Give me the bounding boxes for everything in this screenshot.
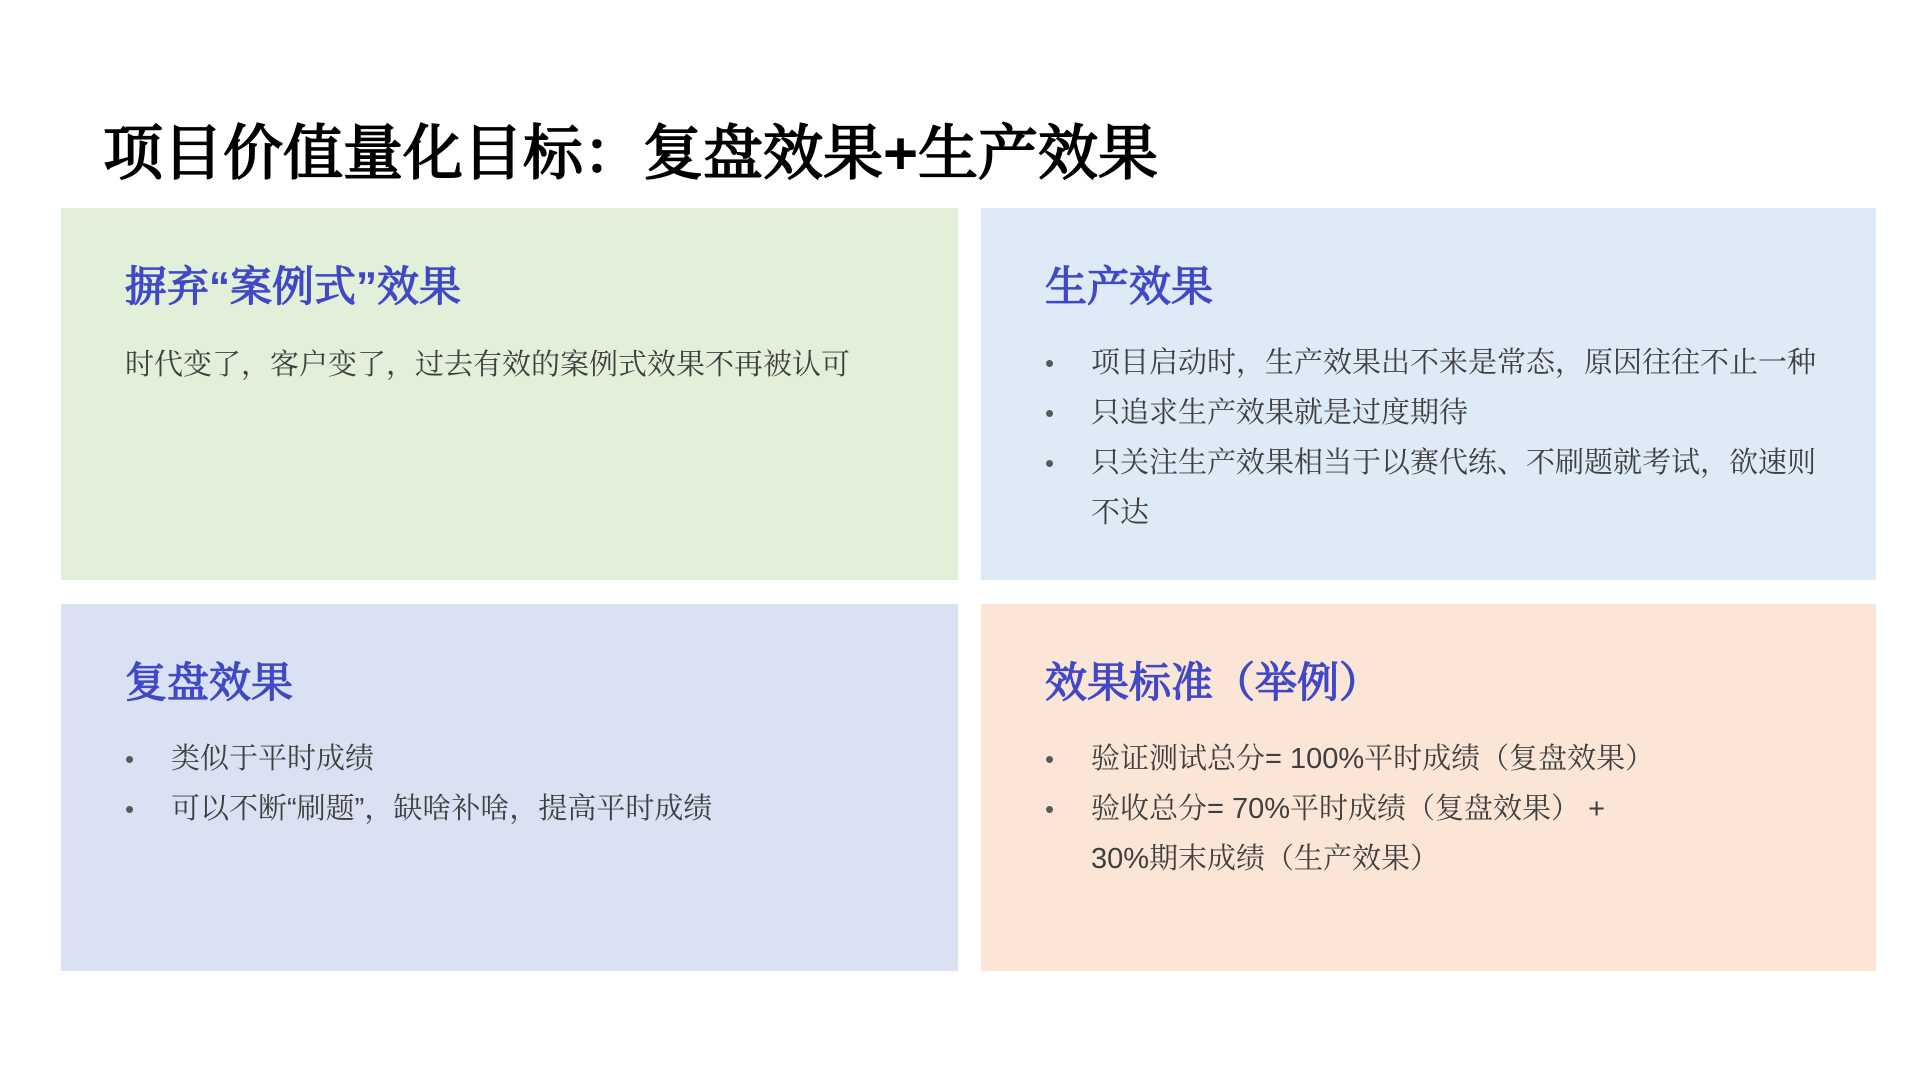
card-abandon-case-effect xyxy=(61,208,958,580)
bullet-line: 项目启动时，生产效果出不来是常态，原因往往不止一种 xyxy=(1091,347,1817,379)
list-item xyxy=(125,734,908,784)
bullet-line: 不达 xyxy=(1091,497,1150,529)
bullet-text xyxy=(1091,338,1826,388)
card-heading: 效果标准（举例） xyxy=(1045,659,1382,706)
card-heading: 生产效果 xyxy=(1045,263,1214,310)
list-item xyxy=(1045,438,1826,538)
list-item xyxy=(1045,784,1826,884)
bullet-icon: • xyxy=(125,744,135,774)
bullet-text xyxy=(1091,388,1826,438)
card-production-effect xyxy=(981,208,1876,580)
bullet-icon: • xyxy=(125,794,135,824)
bullet-line: 验证测试总分= 100%平时成绩（复盘效果） xyxy=(1091,743,1655,775)
card-heading: 摒弃“案例式”效果 xyxy=(125,263,462,310)
bullet-text xyxy=(1091,438,1826,538)
bullet-list xyxy=(125,734,908,834)
bullet-list xyxy=(1045,734,1826,884)
list-item xyxy=(1045,388,1826,438)
bullet-list xyxy=(1045,338,1826,538)
page-title: 项目价值量化目标：复盘效果+生产效果 xyxy=(103,120,1159,188)
card-heading: 复盘效果 xyxy=(125,659,294,706)
card-review-effect xyxy=(61,604,958,971)
bullet-text xyxy=(1091,784,1826,884)
bullet-icon: • xyxy=(1045,744,1055,774)
list-item xyxy=(125,784,908,834)
card-effect-standard-example xyxy=(981,604,1876,971)
bullet-line: 30%期末成绩（生产效果） xyxy=(1091,843,1440,875)
bullet-line: 只关注生产效果相当于以赛代练、不刷题就考试，欲速则 xyxy=(1091,447,1817,479)
bullet-text xyxy=(1091,734,1826,784)
card-body-text: 时代变了，客户变了，过去有效的案例式效果不再被认可 xyxy=(125,349,851,381)
list-item xyxy=(1045,734,1826,784)
bullet-line: 只追求生产效果就是过度期待 xyxy=(1091,397,1469,429)
bullet-text xyxy=(171,734,908,784)
bullet-line: 验收总分= 70%平时成绩（复盘效果） + xyxy=(1091,793,1606,825)
bullet-icon: • xyxy=(1045,398,1055,428)
bullet-text xyxy=(171,784,908,834)
list-item xyxy=(1045,338,1826,388)
bullet-icon: • xyxy=(1045,448,1055,478)
bullet-icon: • xyxy=(1045,348,1055,378)
bullet-line: 类似于平时成绩 xyxy=(171,743,375,775)
bullet-line: 可以不断“刷题”，缺啥补啥，提高平时成绩 xyxy=(171,793,713,825)
bullet-icon: • xyxy=(1045,794,1055,824)
